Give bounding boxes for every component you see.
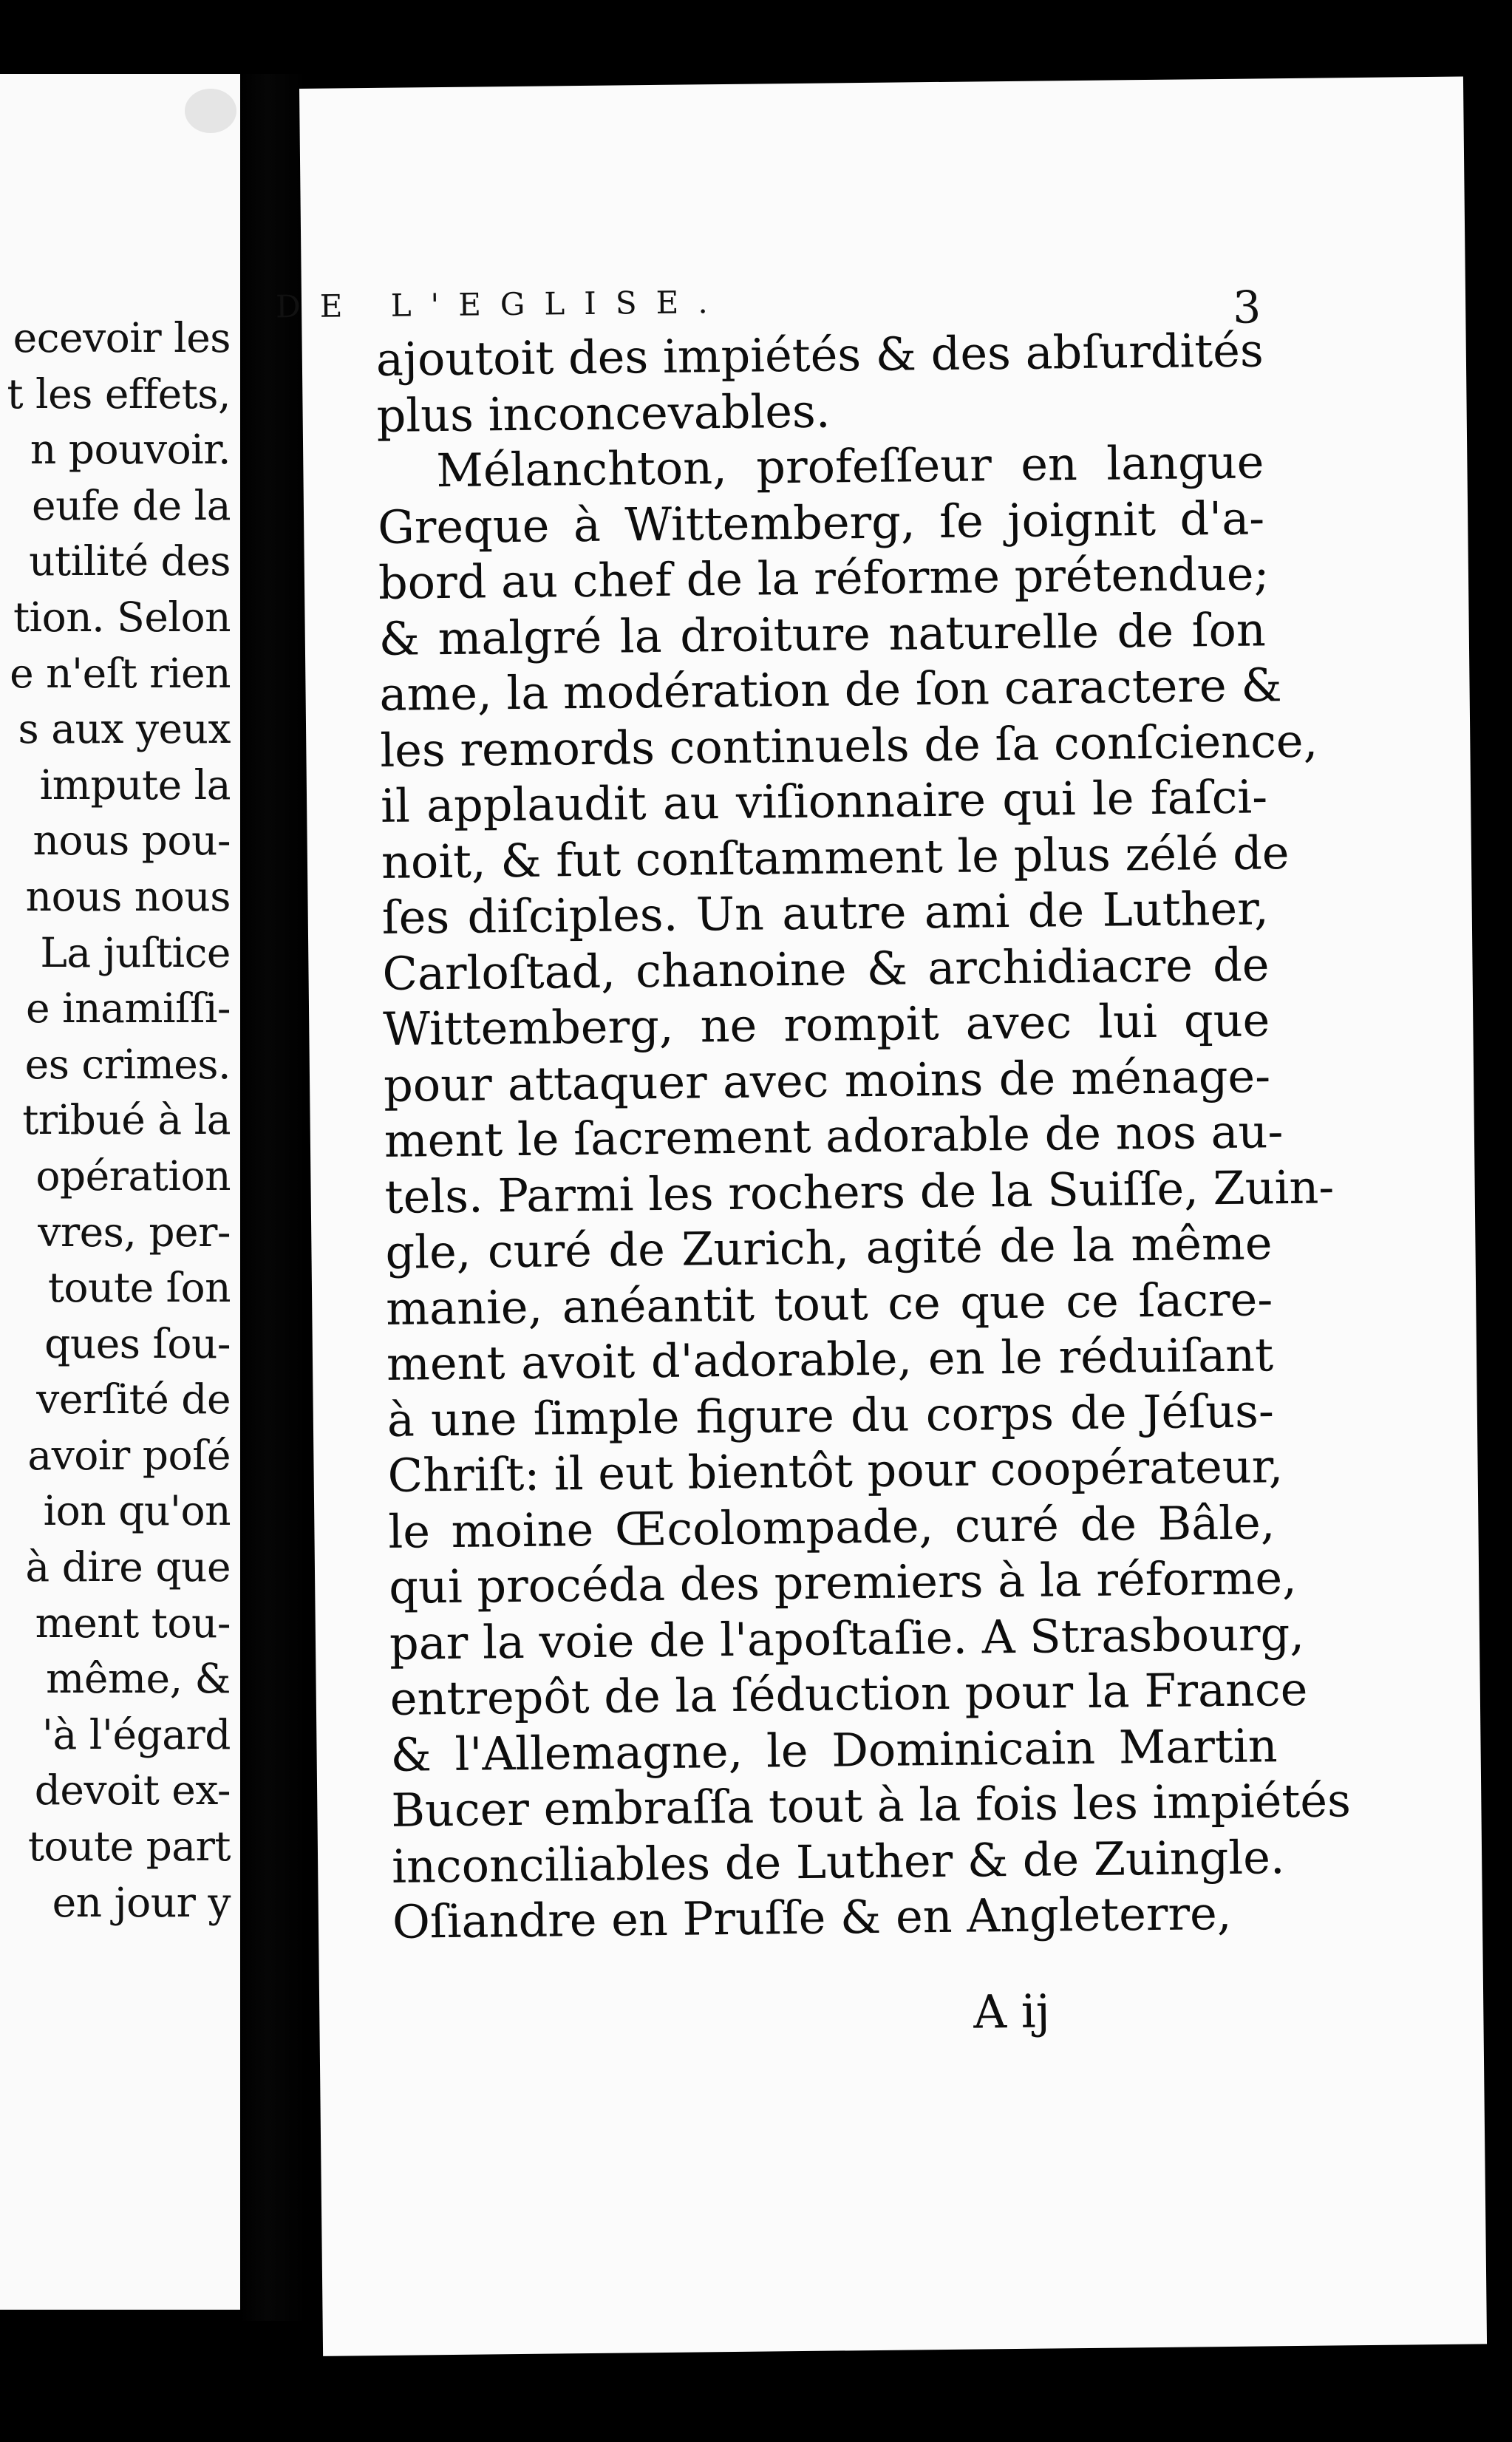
body-text-line: & l'Allemagne, le Dominicain Martin [390,1718,1278,1782]
book-gutter [240,74,307,2321]
left-text-line: devoit ex- [34,1766,231,1815]
body-text-line: inconciliables de Luther & de Zuingle. [391,1829,1285,1894]
left-text-line: toute ſon [47,1264,231,1312]
body-text-line: Oſiandre en Pruſſe & en Angleterre, [392,1885,1232,1949]
body-text-line: par la voie de l'apoſtaſie. A Strasbourg, [389,1606,1305,1670]
body-text-line: Greque à Wittemberg, ſe joignit d'a- [377,490,1265,554]
left-text-line: utilité des [29,537,231,585]
left-text-line: même, & [46,1655,231,1703]
left-text-line: 'à l'égard [41,1710,231,1758]
left-text-line: tribué à la [22,1096,231,1144]
right-page [275,77,1487,2356]
left-text-line: avoir poſé [27,1431,231,1479]
body-text-line: Carloſtad, chanoine & archidiacre de [382,936,1270,1001]
body-text-line: plus inconcevables. [376,384,831,443]
running-head: DE L'EGLISE. [275,283,727,325]
body-text-line: ment le ſacrement adorable de nos au- [384,1104,1284,1168]
signature-mark: A ij [973,1984,1051,2039]
left-text-line: es crimes. [24,1040,231,1088]
left-text-line: e n'eſt rien [10,649,231,697]
left-text-line: e inamiſſi- [26,984,231,1033]
left-text-line: verſité de [36,1375,231,1424]
body-text-line: Wittemberg, ne rompit avec lui que [382,993,1270,1056]
left-text-line: opération [35,1152,231,1200]
body-text-line: tels. Parmi les rochers de la Suiſſe, Zuin- [384,1159,1335,1224]
left-text-line: La juſtice [40,928,231,976]
body-text-line: Chriſt: il eut bientôt pour coopérateur, [387,1439,1284,1503]
left-text-line: ecevoir les [13,314,231,361]
left-text-line: toute part [27,1823,231,1871]
body-text-line: ajoutoit des impiétés & des abſurdités [375,323,1264,387]
body-text-line: Bucer embraſſa tout à la fois les impiétés [391,1773,1352,1837]
body-text-line: à une ſimple figure du corps de Jéſus- [386,1383,1275,1447]
body-text-line: ſes diſciples. Un autre ami de Luther, [381,881,1270,945]
body-text-line: entrepôt de la ſéduction pour la France [389,1662,1308,1726]
left-text-line: s aux yeux [18,705,231,753]
left-text-line: impute la [39,761,231,809]
body-text-line: qui procéda des premiers à la réforme, [388,1550,1298,1614]
left-text-line: ques ſou- [44,1319,231,1367]
left-text-line: ion qu'on [43,1487,231,1535]
body-text-line: ame, la modération de ſon caractere & [379,658,1282,721]
body-text-line: ment avoit d'adorable, en le réduiſant [386,1327,1274,1391]
left-page [0,74,244,2310]
body-text-line: les remords continuels de ſa conſcience, [379,713,1318,778]
body-text-line: pour attaquer avec moins de ménage- [383,1048,1271,1112]
left-text-line: à dire que [25,1543,231,1591]
body-text [375,322,1352,1950]
body-text-line: & malgré la droiture naturelle de ſon [378,602,1267,666]
left-text-line: en jour y [52,1878,231,1926]
body-text-line: Mélanchton, profeſſeur en langue [436,435,1264,498]
page-number: 3 [1232,282,1261,334]
body-text-line: bord au chef de la réforme prétendue; [378,546,1270,610]
left-text-line: ment tou- [35,1599,231,1647]
left-text-line: n pouvoir. [30,426,231,474]
left-text-line: vres, per- [38,1208,231,1256]
body-text-line: le moine Œcolompade, curé de Bâle, [388,1494,1276,1559]
body-text-line: gle, curé de Zurich, agité de la même [385,1216,1273,1279]
body-text-line: manie, anéantit tout ce que ce ſacre- [385,1271,1273,1336]
left-text-line: nous pou- [33,817,231,865]
left-text-line: nous nous [25,872,231,920]
left-text-line: eufe de la [32,481,231,529]
left-text-line: t les effets, [7,370,231,418]
left-page-text [7,310,231,1931]
left-text-line: tion. Selon [13,593,231,641]
body-text-line: il applaudit au viſionnaire qui le faſci- [380,769,1268,833]
body-text-line: noit, & fut conſtamment le plus zélé de [381,825,1290,889]
